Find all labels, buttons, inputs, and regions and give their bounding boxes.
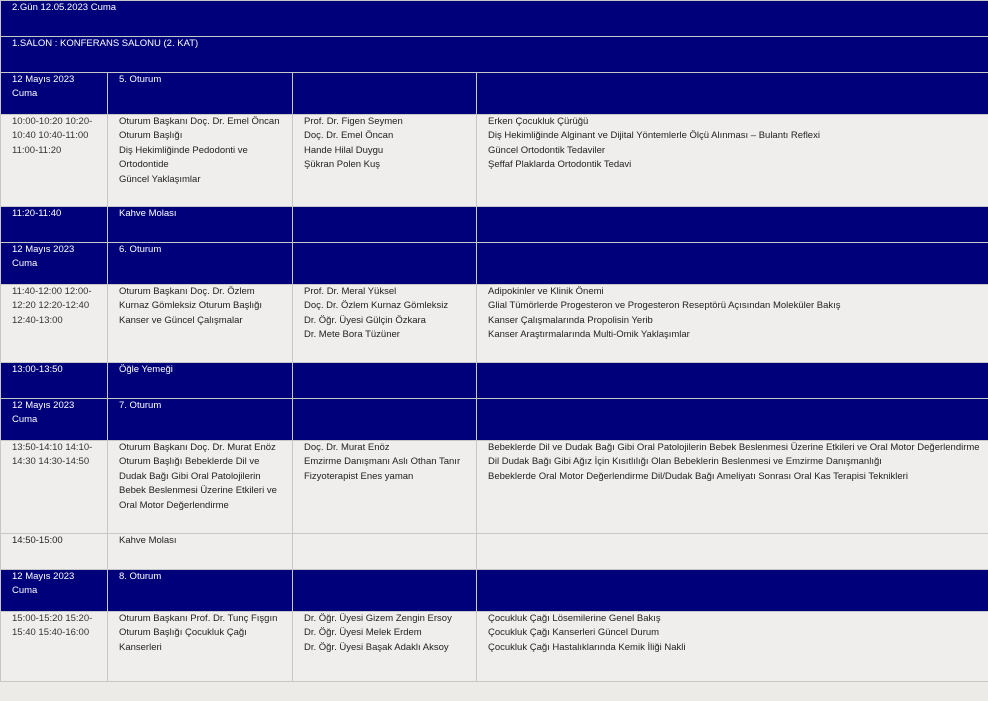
session-times: 15:00-15:20 15:20- 15:40 15:40-16:00 [1,612,108,682]
session-date: 12 Mayıs 2023 Cuma [1,570,108,612]
session-name: 8. Oturum [108,570,293,612]
session-name: 5. Oturum [108,73,293,115]
session-date: 12 Mayıs 2023 Cuma [1,243,108,285]
session-name: 6. Oturum [108,243,293,285]
salon-title-row [1,37,988,73]
salon-title: 1.SALON : KONFERANS SALONU (2. KAT) [1,37,988,73]
empty-cell [293,534,477,570]
empty-cell [477,73,988,115]
session-times: 13:50-14:10 14:10- 14:30 14:30-14:50 [1,441,108,534]
session-header-row [1,399,988,441]
break-label: Kahve Molası [108,534,293,570]
session-date: 12 Mayıs 2023 Cuma [1,73,108,115]
empty-cell [477,399,988,441]
empty-cell [477,243,988,285]
break-time: 13:00-13:50 [1,363,108,399]
break-row [1,207,988,243]
empty-cell [293,399,477,441]
break-row [1,363,988,399]
session-date: 12 Mayıs 2023 Cuma [1,399,108,441]
empty-cell [477,363,988,399]
day-title-row [1,1,988,37]
empty-cell [477,570,988,612]
break-label: Kahve Molası [108,207,293,243]
session-topics: Adipokinler ve Klinik Önemi Glial Tümörlerde Progesteron ve Progesteron Reseptörü Açısından Moleküler Bakış Kanser Çalışmalarında Propolisin Yerib Kanser Araştırmalarında Multi-Omik Yaklaşımlar [477,285,988,363]
break-label: Öğle Yemeği [108,363,293,399]
session-chair: Oturum Başkanı Doç. Dr. Murat Enöz Oturum Başlığı Bebeklerde Dil ve Dudak Bağı Gibi Oral Patolojilerin Bebek Beslenmesi Üzerine Etkileri ve Oral Motor Değerlendirme [108,441,293,534]
empty-cell [477,534,988,570]
session-topics: Erken Çocukluk Çürüğü Diş Hekimliğinde Alginant ve Dijital Yöntemlerle Ölçü Alınması – Bulantı Reflexi Güncel Ortodontik Tedaviler Şeffaf Plaklarda Ortodontik Tedavi [477,115,988,207]
break-row [1,534,988,570]
session-speakers: Dr. Öğr. Üyesi Gizem Zengin Ersoy Dr. Öğr. Üyesi Melek Erdem Dr. Öğr. Üyesi Başak Adaklı Aksoy [293,612,477,682]
session-chair: Oturum Başkanı Doç. Dr. Emel Öncan Oturum Başlığı Diş Hekimliğinde Pedodonti ve Ortodontide Güncel Yaklaşımlar [108,115,293,207]
session-speakers: Doç. Dr. Murat Enöz Emzirme Danışmanı Aslı Othan Tanır Fizyoterapist Enes yaman [293,441,477,534]
session-name: 7. Oturum [108,399,293,441]
session-header-row [1,570,988,612]
session-header-row [1,243,988,285]
session-detail-row [1,441,988,534]
session-detail-row [1,285,988,363]
session-topics: Çocukluk Çağı Lösemilerine Genel Bakış Çocukluk Çağı Kanserleri Güncel Durum Çocukluk Çağı Hastalıklarında Kemik İliği Nakli [477,612,988,682]
session-times: 11:40-12:00 12:00- 12:20 12:20-12:40 12:40-13:00 [1,285,108,363]
session-detail-row [1,612,988,682]
session-header-row [1,73,988,115]
empty-cell [293,570,477,612]
session-chair: Oturum Başkanı Prof. Dr. Tunç Fışgın Oturum Başlığı Çocukluk Çağı Kanserleri [108,612,293,682]
empty-cell [293,243,477,285]
session-speakers: Prof. Dr. Meral Yüksel Doç. Dr. Özlem Kurnaz Gömleksiz Dr. Öğr. Üyesi Gülçin Özkara Dr. Mete Bora Tüzüner [293,285,477,363]
empty-cell [477,207,988,243]
session-chair: Oturum Başkanı Doç. Dr. Özlem Kurnaz Gömleksiz Oturum Başlığı Kanser ve Güncel Çalışmalar [108,285,293,363]
break-time: 14:50-15:00 [1,534,108,570]
empty-cell [293,363,477,399]
session-times: 10:00-10:20 10:20- 10:40 10:40-11:00 11:00-11:20 [1,115,108,207]
day-title: 2.Gün 12.05.2023 Cuma [1,1,988,37]
break-time: 11:20-11:40 [1,207,108,243]
empty-cell [293,73,477,115]
session-detail-row [1,115,988,207]
empty-cell [293,207,477,243]
session-topics: Bebeklerde Dil ve Dudak Bağı Gibi Oral Patolojilerin Bebek Beslenmesi Üzerine Etkileri ve Oral Motor Değerlendirme Dil Dudak Bağı Gibi Ağız İçin Kısıtlılığı Olan Bebeklerin Beslenmesi ve Emzirme Danışmanlığı Bebeklerde Oral Motor Değerlendirme Dil/Dudak Bağı Ameliyatı Sonrası Oral Kas Terapisi Teknikleri [477,441,988,534]
session-speakers: Prof. Dr. Figen Seymen Doç. Dr. Emel Öncan Hande Hilal Duygu Şükran Polen Kuş [293,115,477,207]
